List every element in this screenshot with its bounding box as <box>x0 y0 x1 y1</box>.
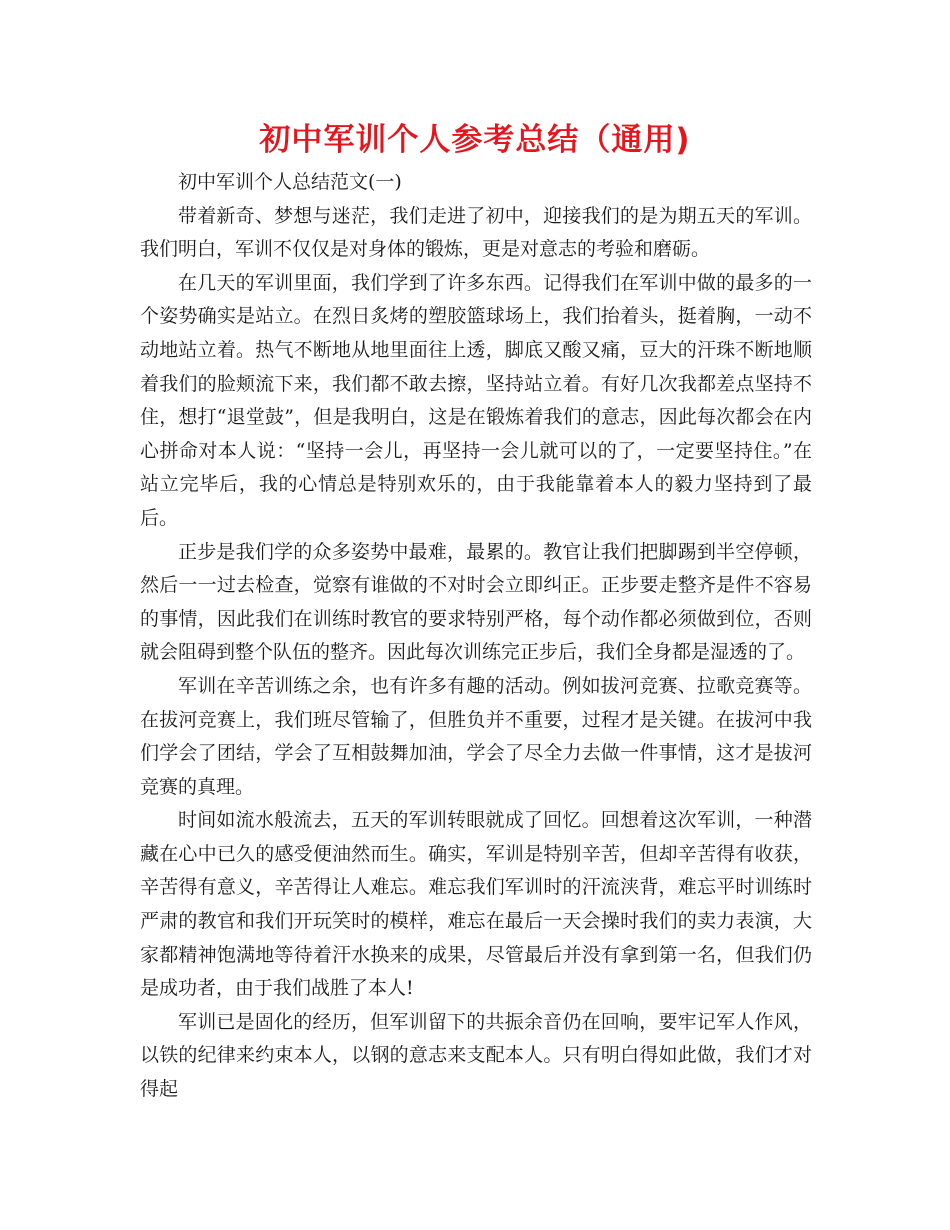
paragraph-memories: 时间如流水般流去，五天的军训转眼就成了回忆。回想着这次军训，一种潜藏在心中已久的感受便油然而生。确实，军训是特别辛苦，但却辛苦得有收获，辛苦得有意义，辛苦得让人难忘。难忘我们军训时的汗流浃背，难忘平时训练时严肃的教官和我们开玩笑时的模样，难忘在最后一天会操时我们的卖力表演，大家都精神饱满地等待着汗水换来的成果，尽管最后并没有拿到第一名，但我们仍是成功者，由于我们战胜了本人! <box>140 809 812 1000</box>
paragraph-activities: 军训在辛苦训练之余，也有许多有趣的活动。例如拔河竞赛、拉歌竞赛等。在拔河竞赛上，我们班尽管输了，但胜负并不重要，过程才是关键。在拔河中我们学会了团结，学会了互相鼓舞加油，学会了尽全力去做一件事情，这才是拔河竞赛的真理。 <box>140 674 812 798</box>
paragraph-standing: 在几天的军训里面，我们学到了许多东西。记得我们在军训中做的最多的一个姿势确实是站立。在烈日炙烤的塑胶篮球场上，我们抬着头，挺着胸，一动不动地站立着。热气不断地从地里面往上透，脚底又酸又痛，豆大的汗珠不断地顺着我们的脸颊流下来，我们都不敢去擦，坚持站立着。有好几次我都差点坚持不住，想打“退堂鼓”，但是我明白，这是在锻炼着我们的意志，因此每次都会在内心拼命对本人说：“坚持一会儿，再坚持一会儿就可以的了，一定要坚持住。”在站立完毕后，我的心情总是特别欢乐的，由于我能靠着本人的毅力坚持到了最后。 <box>140 271 812 529</box>
paragraph-intro: 带着新奇、梦想与迷茫，我们走进了初中，迎接我们的是为期五天的军训。我们明白，军训不仅仅是对身体的锻炼，更是对意志的考验和磨砺。 <box>140 204 812 261</box>
paragraph-marching: 正步是我们学的众多姿势中最难，最累的。教官让我们把脚踢到半空停顿，然后一一过去检查，觉察有谁做的不对时会立即纠正。正步要走整齐是件不容易的事情，因此我们在训练时教官的要求特别严格，每个动作都必须做到位，否则就会阻碍到整个队伍的整齐。因此每次训练完正步后，我们全身都是湿透的了。 <box>140 540 812 664</box>
paragraph-conclusion: 军训已是固化的经历，但军训留下的共振余音仍在回响，要牢记军人作风，以铁的纪律来约束本人，以钢的意志来支配本人。只有明白得如此做，我们才对得起 <box>140 1010 812 1101</box>
document-title: 初中军训个人参考总结（通用) <box>259 122 691 158</box>
section-subtitle: 初中军训个人总结范文(一) <box>178 171 402 193</box>
document-body <box>140 166 812 1107</box>
